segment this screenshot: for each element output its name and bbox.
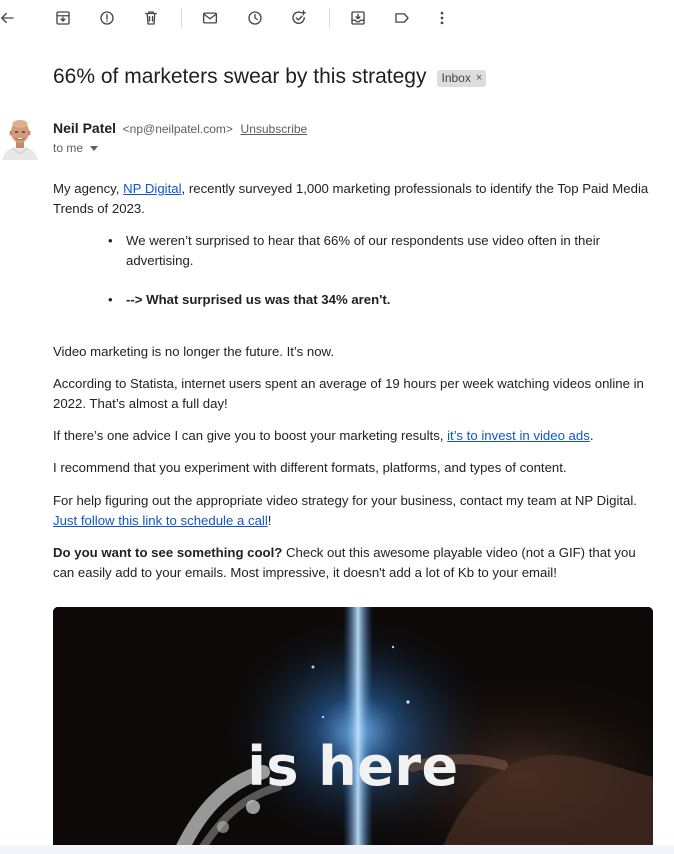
bullet-text-1: We weren’t surprised to hear that 66% of our respondents use video often in their advertising. xyxy=(126,233,601,268)
cool-text: Check out this awesome playable video (not a GIF) that you can easily add to your emails. Most impressive, it doesn't add a lot of Kb to your email! xyxy=(53,545,636,580)
sender-avatar-image xyxy=(0,115,40,160)
paragraph-recommend: I recommend that you experiment with different formats, platforms, and types of content. xyxy=(53,460,567,475)
advice-text-end: . xyxy=(589,428,594,443)
bottom-scroll-area xyxy=(0,845,674,854)
remove-label-button[interactable]: × xyxy=(475,71,483,84)
back-arrow-icon[interactable] xyxy=(0,7,18,29)
paragraph-intro xyxy=(53,179,658,219)
toolbar-separator xyxy=(181,8,182,28)
intro-text-start: My agency, xyxy=(53,181,124,196)
label-icon[interactable] xyxy=(391,7,413,29)
paragraph-help xyxy=(53,491,658,531)
inbox-label-chip[interactable] xyxy=(437,70,486,87)
bullet-dot: • xyxy=(108,292,113,307)
snooze-icon[interactable] xyxy=(244,7,266,29)
paragraph-statista: According to Statista, internet users spent an average of 19 hours per week watching videos online in 2022. That’s almost a full day! xyxy=(53,376,644,411)
recipient-label: to me xyxy=(53,141,84,155)
subject-row xyxy=(53,62,486,92)
recipient-details-toggle[interactable] xyxy=(53,141,98,155)
bullet-item-1 xyxy=(108,231,648,271)
cool-question: Do you want to see something cool? xyxy=(53,545,283,560)
video-hero-image[interactable] xyxy=(53,607,653,847)
paragraph-advice xyxy=(53,426,658,446)
add-task-icon[interactable] xyxy=(288,7,310,29)
sender-avatar[interactable] xyxy=(0,115,40,160)
bullet-item-2 xyxy=(108,290,648,310)
schedule-call-link[interactable]: Just follow this link to schedule a call xyxy=(53,513,268,528)
paragraph-cool xyxy=(53,543,658,583)
inbox-label-text: Inbox xyxy=(441,70,471,85)
chevron-down-icon xyxy=(90,146,98,151)
email-subject: 66% of marketers swear by this strategy xyxy=(53,65,427,88)
intro-text-end: , recently surveyed 1,000 marketing professionals to identify the Top Paid Media Trends of 2023. xyxy=(53,181,649,216)
mark-unread-icon[interactable] xyxy=(199,7,221,29)
hero-headline: is here xyxy=(247,735,459,798)
more-vert-icon[interactable] xyxy=(431,7,453,29)
unsubscribe-link[interactable]: Unsubscribe xyxy=(240,122,308,136)
move-to-icon[interactable] xyxy=(347,7,369,29)
invest-in-video-ads-link[interactable]: it’s to invest in video ads xyxy=(447,428,590,443)
bullet-dot: • xyxy=(108,233,113,248)
help-text-start: For help figuring out the appropriate video strategy for your business, contact my team at NP Digital. xyxy=(53,493,637,508)
bullet-text-2: --> What surprised us was that 34% aren't. xyxy=(126,292,391,307)
hero-artwork xyxy=(53,607,653,847)
advice-text-start: If there’s one advice I can give you to boost your marketing results, xyxy=(53,428,448,443)
sender-email: <np@neilpatel.com> xyxy=(122,122,233,136)
sender-info xyxy=(53,120,307,136)
sender-name[interactable]: Neil Patel xyxy=(53,120,117,136)
paragraph-video-now: Video marketing is no longer the future. It’s now. xyxy=(53,344,335,359)
archive-icon[interactable] xyxy=(52,7,74,29)
email-toolbar xyxy=(0,0,674,36)
help-text-end: ! xyxy=(267,513,272,528)
report-spam-icon[interactable] xyxy=(96,7,118,29)
delete-icon[interactable] xyxy=(140,7,162,29)
np-digital-link[interactable]: NP Digital xyxy=(123,181,182,196)
toolbar-separator xyxy=(329,8,330,28)
